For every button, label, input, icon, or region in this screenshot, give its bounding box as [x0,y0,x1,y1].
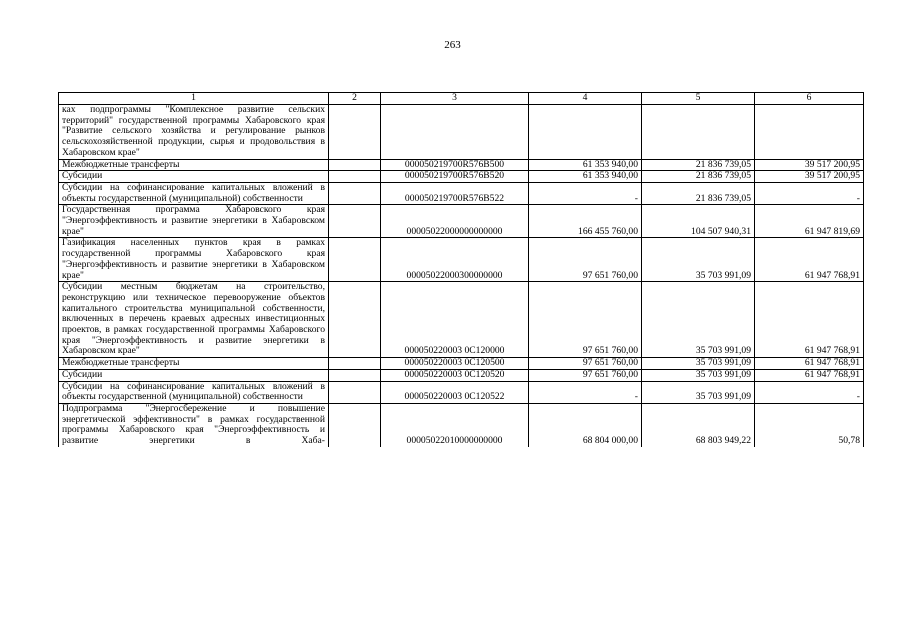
table-row [59,369,864,381]
row-col4-value: 68 804 000,00 [529,403,642,446]
row-col2-cell [329,358,381,370]
table-row [59,358,864,370]
row-col4-value: 97 651 760,00 [529,369,642,381]
row-col5-value: 21 836 739,05 [642,182,755,204]
row-col4-value [529,105,642,160]
table-row [59,282,864,358]
row-code-cell: 000050220003 0C120000 [381,282,529,358]
row-col4-value: 61 353 940,00 [529,159,642,171]
table-row [59,205,864,238]
row-name-cell: Государственная программа Хабаровского края "Энергоэффективность и развитие энергетики в Хабаровском крае" [59,205,329,238]
row-col2-cell [329,381,381,403]
row-col2-cell [329,182,381,204]
row-col4-value: 61 353 940,00 [529,171,642,183]
table-row [59,403,864,446]
row-name-cell: Субсидии местным бюджетам на строительство, реконструкцию или техническое перевооружение объектов капитального строительства муниципальной собственности, включенных в перечень краевых адресных инвестиционных проектов, в рамках государственной программы Хабаровского края "Энергоэффективность и развитие энергетики в Хабаровском крае" [59,282,329,358]
row-code-cell: 00005022000000000000 [381,205,529,238]
row-col4-value: 97 651 760,00 [529,282,642,358]
row-code-cell: 000050220003 0C120520 [381,369,529,381]
row-col5-value: 68 803 949,22 [642,403,755,446]
row-name-cell: Субсидии на софинансирование капитальных вложений в объекты государственной (муниципальной) собственности [59,182,329,204]
header-col-4: 4 [529,93,642,105]
row-col2-cell [329,369,381,381]
table-row [59,171,864,183]
row-code-cell: 00005022000300000000 [381,238,529,282]
row-name-cell: Газификация населенных пунктов края в рамках государственной программы Хабаровского края "Энергоэффективность и развитие энергетики в Хабаровском крае" [59,238,329,282]
row-col5-value [642,105,755,160]
row-name-cell: Межбюджетные трансферты [59,358,329,370]
row-col5-value: 35 703 991,09 [642,238,755,282]
row-code-cell: 000050219700R576B522 [381,182,529,204]
row-name-cell: ках подпрограммы "Комплексное развитие сельских территорий" государственной программы Хабаровского края "Развитие сельского хозяйства и регулирование рынков сельскохозяйственной продукции, сырья и продовольствия в Хабаровском крае" [59,105,329,160]
row-col2-cell [329,105,381,160]
header-col-3: 3 [381,93,529,105]
header-col-1: 1 [59,93,329,105]
row-name-cell: Субсидии [59,171,329,183]
row-col2-cell [329,403,381,446]
row-col6-value: 61 947 768,91 [755,282,864,358]
row-col2-cell [329,159,381,171]
row-col6-value: 39 517 200,95 [755,159,864,171]
row-code-cell: 000050219700R576B520 [381,171,529,183]
row-col6-value: 61 947 819,69 [755,205,864,238]
row-col5-value: 21 836 739,05 [642,159,755,171]
row-col4-value: 97 651 760,00 [529,238,642,282]
table-row [59,381,864,403]
row-col2-cell [329,205,381,238]
row-code-cell: 00005022010000000000 [381,403,529,446]
table-row [59,159,864,171]
header-col-5: 5 [642,93,755,105]
row-name-cell: Межбюджетные трансферты [59,159,329,171]
row-col5-value: 35 703 991,09 [642,369,755,381]
row-col5-value: 21 836 739,05 [642,171,755,183]
row-col6-value: 61 947 768,91 [755,358,864,370]
row-col6-value [755,105,864,160]
header-col-2: 2 [329,93,381,105]
row-col5-value: 35 703 991,09 [642,282,755,358]
row-col6-value: 61 947 768,91 [755,369,864,381]
row-col4-value: - [529,182,642,204]
budget-table [58,92,864,447]
row-code-cell: 000050220003 0C120500 [381,358,529,370]
row-name-cell: Субсидии [59,369,329,381]
table-row [59,238,864,282]
row-col2-cell [329,171,381,183]
row-col6-value: - [755,182,864,204]
row-col5-value: 104 507 940,31 [642,205,755,238]
row-col4-value: - [529,381,642,403]
row-col6-value: 50,78 [755,403,864,446]
row-col2-cell [329,238,381,282]
row-code-cell [381,105,529,160]
row-col4-value: 166 455 760,00 [529,205,642,238]
row-col6-value: 61 947 768,91 [755,238,864,282]
row-col5-value: 35 703 991,09 [642,381,755,403]
row-col5-value: 35 703 991,09 [642,358,755,370]
row-col6-value: 39 517 200,95 [755,171,864,183]
row-name-cell: Подпрограмма "Энергосбережение и повышение энергетической эффективности" в рамках государственной программы Хабаровского края "Энергоэффективность и развитие энергетики в Хаба- [59,403,329,446]
row-col2-cell [329,282,381,358]
row-col4-value: 97 651 760,00 [529,358,642,370]
table-row [59,105,864,160]
header-row [59,93,864,105]
row-col6-value: - [755,381,864,403]
page-number: 263 [444,39,461,51]
row-name-cell: Субсидии на софинансирование капитальных вложений в объекты государственной (муниципальной) собственности [59,381,329,403]
table-row [59,182,864,204]
row-code-cell: 000050219700R576B500 [381,159,529,171]
header-col-6: 6 [755,93,864,105]
row-code-cell: 000050220003 0C120522 [381,381,529,403]
